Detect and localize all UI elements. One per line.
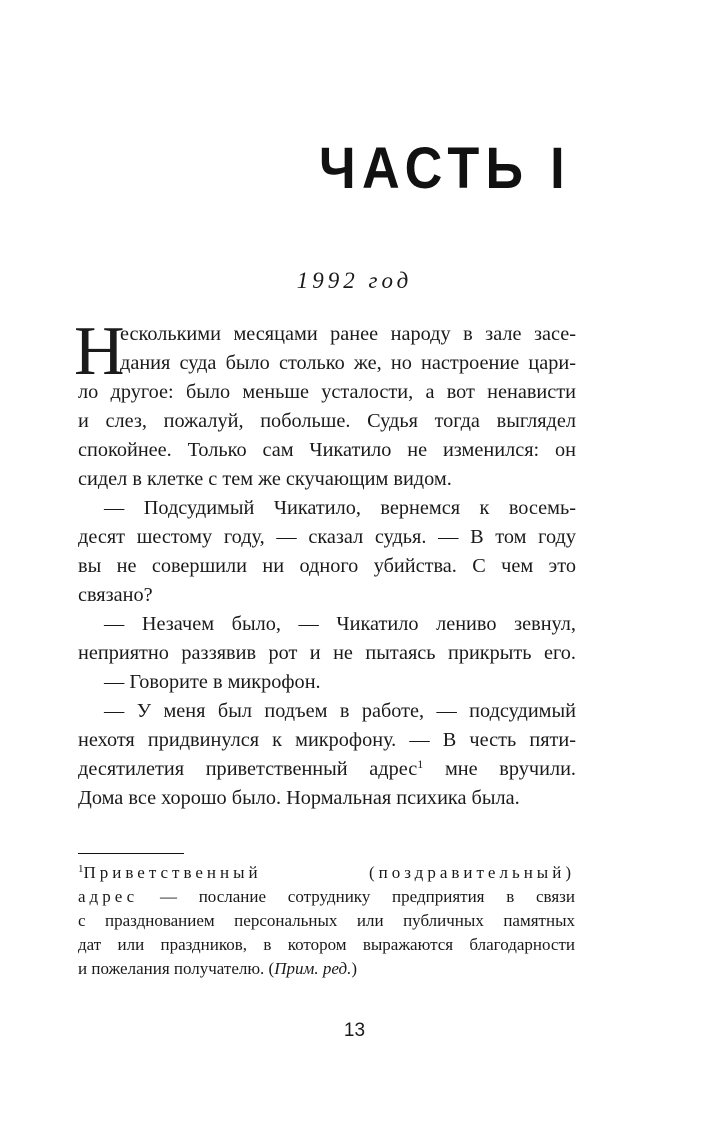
footnote-mark: 1 [78, 863, 84, 875]
footnote [78, 861, 575, 981]
text-line: сидел в клетке с тем же скучающим видом. [78, 468, 452, 490]
text-line: есколькими месяцами ранее народу в зале засе- [120, 323, 576, 345]
text-line: Дома все хорошо было. Нормальная психика была. [78, 787, 520, 809]
editor-note: Прим. ред. [274, 959, 352, 978]
footnote-line [78, 885, 575, 909]
part-title: ЧАСТЬ I [319, 136, 571, 201]
text-line: — Подсудимый Чикатило, вернемся к восемь- [104, 497, 576, 519]
text-line: вы не совершили ни одного убийства. С чем это [78, 555, 576, 577]
footnote-term: Приветственный [83, 863, 262, 882]
footnote-line: дат или праздников, в котором выражаются благодарности [78, 935, 575, 954]
text-line: — Говорите в микрофон. [104, 671, 321, 693]
text-line: неприятно раззявив рот и не пытаясь прикрыть его. [78, 642, 576, 664]
footnote-text: — послание сотруднику предприятия в связи [138, 887, 575, 906]
footnote-line-head [78, 887, 575, 906]
body-text [74, 313, 576, 813]
footnote-line [78, 861, 575, 885]
footnote-line: с празднованием персональных или публичных памятных [78, 911, 575, 930]
text-line: дания суда было столько же, но настроение цари- [120, 352, 576, 374]
footnote-text: ) [351, 959, 357, 978]
page-number: 13 [343, 1020, 366, 1041]
footnote-text: и пожелания получателю. ( [78, 959, 275, 978]
footnote-reference: 1 [417, 757, 424, 771]
footnote-line [78, 957, 575, 981]
chapter-year: 1992 год [296, 268, 413, 293]
text-line: ло другое: было меньше усталости, а вот ненависти [78, 381, 576, 403]
footnote-divider [78, 853, 184, 854]
text-line: — У меня был подъем в работе, — подсудимый [104, 700, 576, 722]
text-line [78, 755, 576, 784]
text-segment: десятилетия приветственный адрес [78, 758, 418, 780]
text-line: связано? [78, 584, 153, 606]
footnote-term-head [78, 863, 262, 882]
text-line: спокойнее. Только сам Чикатило не изменился: он [78, 439, 576, 461]
text-line: и слез, пожалуй, побольше. Судья тогда выглядел [78, 410, 576, 432]
text-line: нехотя придвинулся к микрофону. — В честь пяти- [78, 729, 576, 751]
text-line: десят шестому году, — сказал судья. — В том году [78, 526, 576, 548]
text-segment: мне вручили. [423, 758, 576, 780]
drop-cap: Н [74, 313, 125, 390]
text-line: — Незачем было, — Чикатило лениво зевнул, [104, 613, 576, 635]
footnote-term-paren: (поздравительный) [369, 863, 575, 882]
footnote-term: адрес [78, 887, 139, 906]
